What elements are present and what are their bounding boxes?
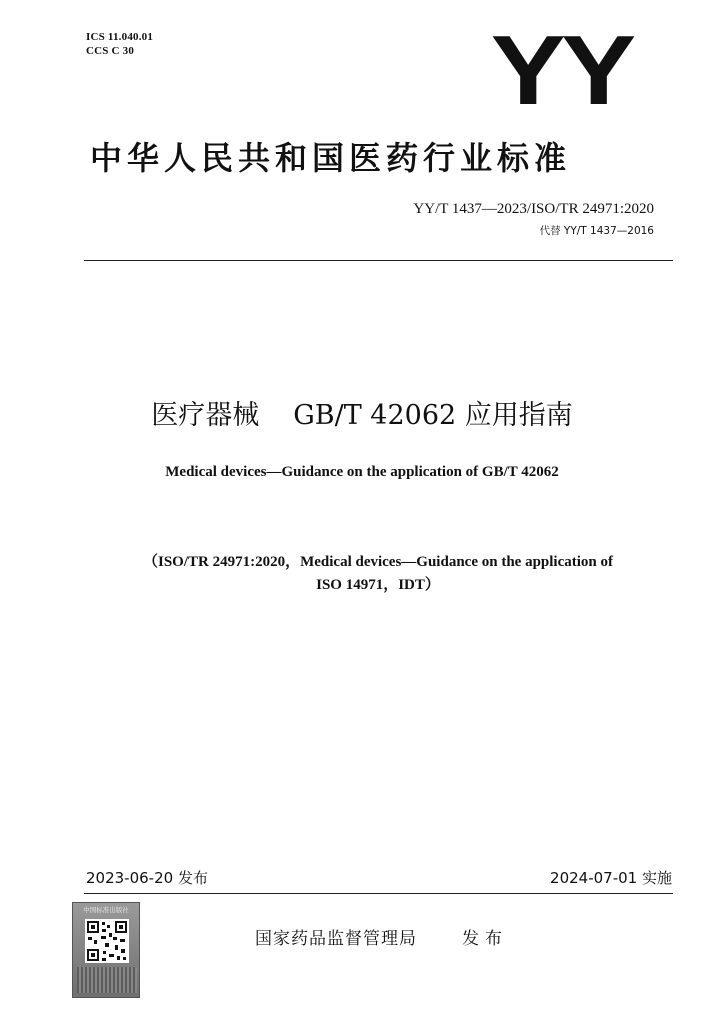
ics-code: ICS 11.040.01 [86, 31, 154, 43]
adoption-line-1: （ISO/TR 24971:2020，Medical devices—Guidance on the application of [142, 554, 613, 570]
implementation-date: 2024-07-01 实施 [550, 869, 672, 887]
issuing-authority: 国家药品监督管理局 [255, 929, 417, 949]
document-title-cn: 医疗器械 [151, 400, 260, 431]
yy-logo: YY [490, 15, 632, 125]
standard-type-title: 中华人民共和国医药行业标准 [90, 139, 572, 177]
adoption-note [100, 551, 656, 597]
adoption-line-2: ISO 14971，IDT） [316, 577, 440, 593]
classification-codes [86, 30, 153, 58]
seal-header: 中国标准出版社 [83, 906, 129, 914]
footer-divider [84, 893, 673, 894]
ccs-code: CCS C 30 [86, 45, 135, 57]
seal-serial-strip [77, 967, 137, 993]
document-title [0, 396, 724, 436]
qr-code-icon [85, 919, 129, 963]
document-title-code: GB/T 42062 应用指南 [293, 400, 573, 431]
standard-code: YY/T 1437—2023/ISO/TR 24971:2020 [413, 201, 654, 217]
header-divider [84, 260, 673, 261]
publisher-seal [72, 902, 140, 998]
replaces-note: 代替 YY/T 1437—2016 [539, 225, 654, 237]
document-title-english: Medical devices—Guidance on the application of GB/T 42062 [165, 464, 559, 480]
issue-date: 2023-06-20 发布 [86, 869, 208, 887]
issuing-action: 发布 [462, 929, 508, 949]
